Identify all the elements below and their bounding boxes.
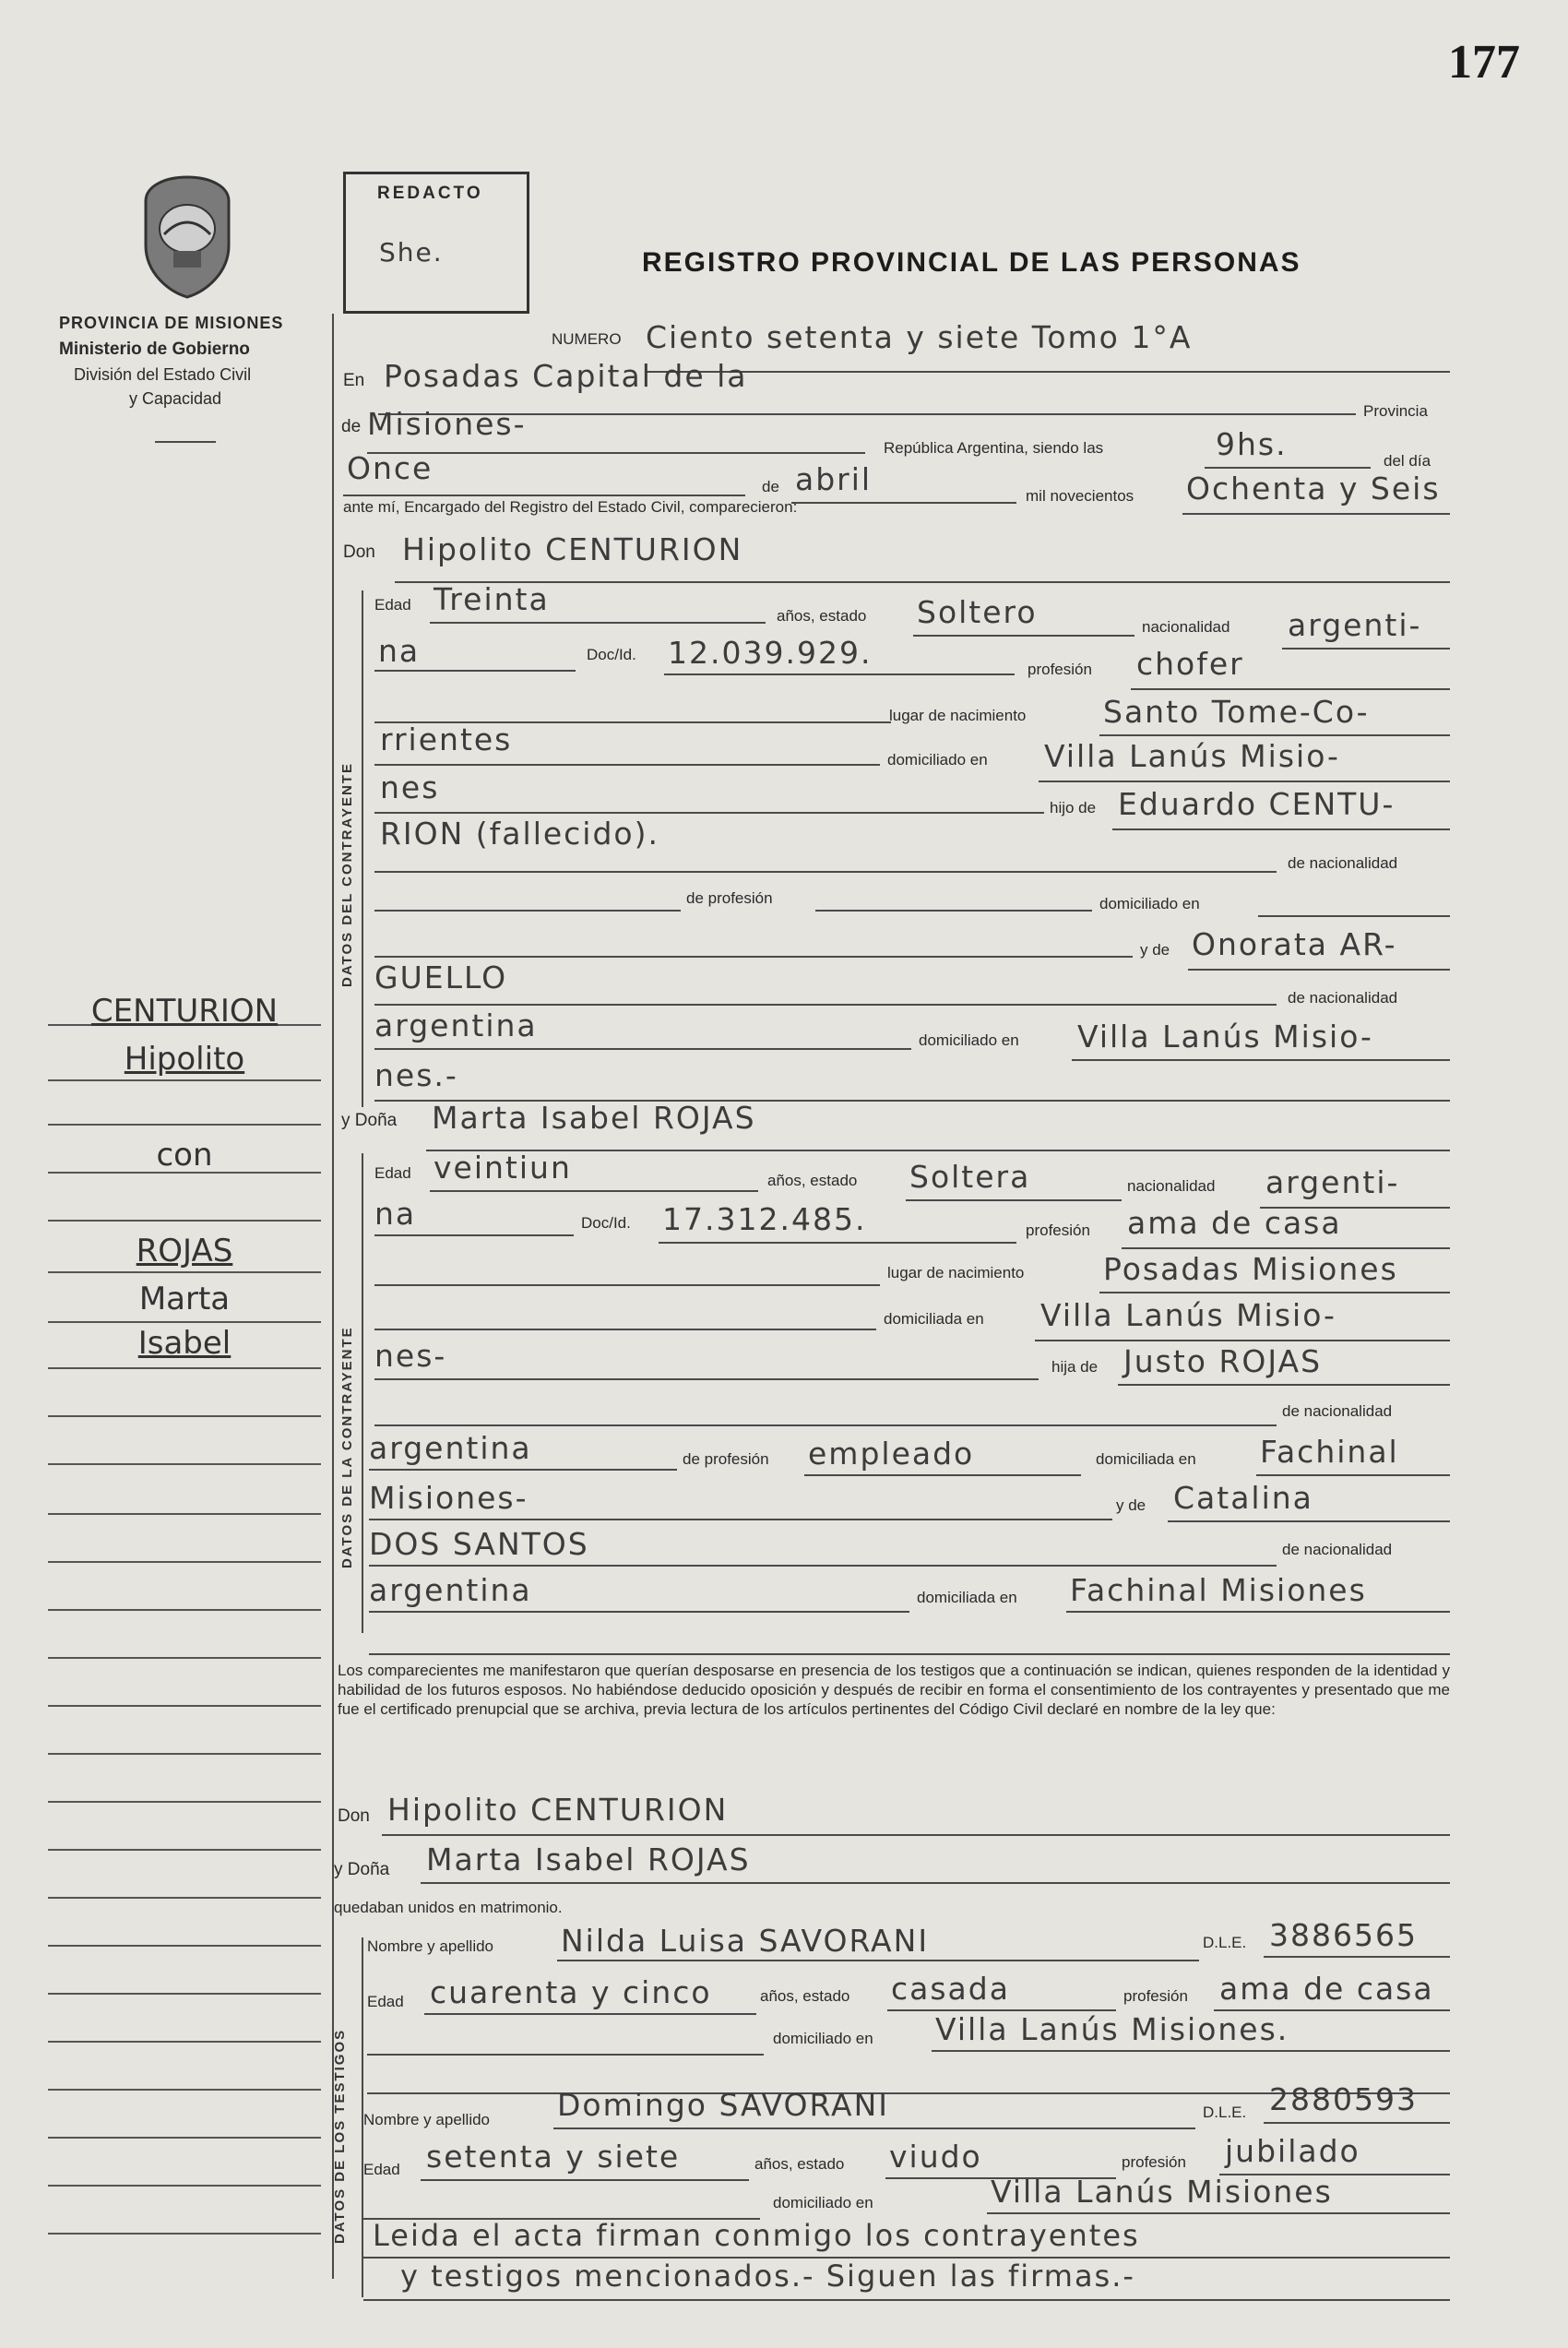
groom-madre-dom: Villa Lanús Misio- — [1077, 1019, 1373, 1055]
field-line — [906, 1199, 1122, 1201]
bride-edad: veintiun — [434, 1150, 572, 1186]
groom-domicilio: Villa Lanús Misio- — [1044, 738, 1340, 774]
bride-nac-a: argenti- — [1265, 1164, 1400, 1200]
bride-domicilio: Villa Lanús Misio- — [1040, 1297, 1336, 1333]
field-line — [374, 764, 880, 766]
witness2-profesion: jubilado — [1225, 2133, 1360, 2169]
field-line — [382, 1834, 1450, 1836]
page-number: 177 — [1448, 36, 1520, 89]
label-nacionalidad-2: nacionalidad — [1127, 1177, 1216, 1195]
label-nacionalidad: nacionalidad — [1142, 618, 1230, 636]
margin-given-1: Hipolito — [124, 1041, 245, 1078]
label-domiciliado-t2: domiciliado en — [773, 2194, 873, 2211]
bride-profesion: ama de casa — [1127, 1205, 1342, 1241]
label-dle: D.L.E. — [1203, 1934, 1247, 1951]
witness1-name: Nilda Luisa SAVORANI — [561, 1923, 930, 1959]
org-ministry: Ministerio de Gobierno — [59, 340, 250, 359]
witness1-edad: cuarenta y cinco — [430, 1974, 712, 2010]
bride-madre: Catalina — [1173, 1480, 1313, 1516]
witness2-name: Domingo SAVORANI — [557, 2087, 890, 2123]
field-line — [395, 581, 1450, 583]
label-profesion-t2: profesión — [1122, 2153, 1186, 2171]
margin-line — [48, 2089, 321, 2091]
field-line — [374, 1004, 1277, 1006]
bride-madre-dom: Fachinal Misiones — [1070, 1572, 1367, 1608]
closing-line-1: Leida el acta firman conmigo los contrayentes — [373, 2218, 1140, 2253]
field-line — [1131, 688, 1450, 690]
field-line — [374, 670, 576, 672]
margin-line — [48, 1849, 321, 1851]
label-de-nacionalidad-4: de nacionalidad — [1282, 1541, 1393, 1558]
field-line — [804, 1474, 1081, 1476]
field-line — [932, 2050, 1450, 2052]
label-doc: Doc/Id. — [587, 646, 636, 663]
label-doc-2: Doc/Id. — [581, 1214, 631, 1232]
field-line — [1188, 969, 1450, 971]
value-en: Posadas Capital de la — [384, 358, 748, 394]
field-line — [1072, 1059, 1450, 1061]
label-de: de — [341, 417, 362, 436]
margin-line — [48, 1415, 321, 1417]
field-line — [1205, 467, 1371, 469]
field-line — [1168, 1520, 1450, 1522]
value-mes: abril — [795, 461, 873, 497]
field-line — [374, 956, 1133, 958]
bride-padre-dom: Fachinal — [1260, 1434, 1399, 1470]
label-de-profesion: de profesión — [686, 889, 773, 907]
field-line — [369, 1469, 677, 1471]
bride-padre-prof: empleado — [808, 1436, 975, 1472]
side-label-witnesses: DATOS DE LOS TESTIGOS — [332, 2028, 348, 2244]
field-line — [1099, 734, 1450, 736]
redacto-box — [343, 172, 529, 314]
side-label-groom: DATOS DEL CONTRAYENTE — [339, 762, 355, 987]
label-don-2: Don — [338, 1806, 370, 1826]
value-don: Hipolito CENTURION — [402, 531, 743, 567]
label-lugar-nacimiento-2: lugar de nacimiento — [887, 1264, 1025, 1281]
label-numero: NUMERO — [552, 330, 622, 348]
margin-surname-1: CENTURION — [90, 993, 279, 1030]
label-domiciliada-en-2: domiciliada en — [1096, 1450, 1196, 1468]
witness2-dle: 2880593 — [1269, 2081, 1418, 2117]
field-line — [1112, 828, 1450, 830]
label-y-dona: y Doña — [341, 1111, 398, 1130]
groom-bracket — [362, 590, 363, 1107]
label-anos-estado-2: años, estado — [767, 1172, 858, 1189]
label-domiciliado-t1: domiciliado en — [773, 2030, 873, 2047]
label-edad-t1: Edad — [367, 1993, 404, 2010]
field-line — [426, 1150, 1450, 1151]
label-edad-2: Edad — [374, 1164, 411, 1182]
field-line — [664, 673, 1015, 675]
label-lugar-nacimiento: lugar de nacimiento — [889, 707, 1027, 724]
groom-doc: 12.039.929. — [668, 635, 873, 671]
field-line — [421, 1882, 1450, 1884]
label-republica: República Argentina, siendo las — [884, 439, 1104, 457]
field-line — [430, 1190, 758, 1192]
groom-madre-b: GUELLO — [374, 959, 508, 995]
value-don-2: Hipolito CENTURION — [387, 1792, 729, 1828]
groom-estado: Soltero — [917, 594, 1038, 630]
margin-line — [48, 1513, 321, 1515]
groom-madre: Onorata AR- — [1192, 926, 1397, 962]
label-y-de-2: y de — [1116, 1496, 1146, 1514]
margin-line — [48, 2041, 321, 2043]
closing-line-2: y testigos mencionados.- Siguen las firmas.- — [400, 2259, 1135, 2294]
groom-padre-b: RION (fallecido). — [380, 816, 659, 852]
margin-line — [48, 1367, 321, 1369]
org-division: División del Estado Civil — [74, 365, 252, 384]
redacto-label: REDACTO — [377, 184, 483, 203]
margin-line — [48, 1945, 321, 1947]
margin-line — [48, 1271, 321, 1273]
margin-line — [48, 1753, 321, 1755]
label-anos-estado: años, estado — [777, 607, 867, 625]
label-profesion-t1: profesión — [1123, 1987, 1188, 2005]
margin-line — [48, 1657, 321, 1659]
label-provincia: Provincia — [1363, 402, 1428, 420]
bride-padre: Justo ROJAS — [1123, 1343, 1323, 1379]
field-line — [374, 1424, 1277, 1426]
redacto-value: She. — [379, 237, 444, 268]
field-line — [367, 2054, 764, 2056]
margin-line — [48, 1801, 321, 1803]
groom-nac-b: na — [378, 633, 421, 669]
field-line — [363, 2299, 1450, 2301]
field-line — [1264, 2122, 1450, 2124]
margin-line — [48, 1609, 321, 1611]
field-line — [1282, 648, 1450, 650]
margin-line — [48, 1705, 321, 1707]
margin-line — [48, 2233, 321, 2235]
groom-madre-dom-b: nes.- — [374, 1057, 458, 1093]
field-line — [369, 1519, 1112, 1520]
groom-madre-nac: argentina — [374, 1007, 538, 1043]
label-dle-2: D.L.E. — [1203, 2104, 1247, 2121]
label-profesion-2: profesión — [1026, 1222, 1090, 1239]
field-line — [374, 1234, 574, 1236]
field-line — [1066, 1611, 1450, 1613]
label-domiciliado-en: domiciliado en — [887, 751, 988, 769]
field-line — [1264, 1956, 1450, 1958]
value-dia: Once — [347, 450, 434, 486]
groom-profesion: chofer — [1136, 646, 1244, 682]
org-capacity: y Capacidad — [129, 389, 222, 408]
provincial-seal-icon — [137, 173, 238, 301]
label-mil-novecientos: mil novecientos — [1026, 487, 1134, 505]
margin-line — [48, 1124, 321, 1126]
field-line — [369, 1611, 909, 1613]
label-hija-de: hija de — [1051, 1358, 1099, 1376]
declaration-paragraph: Los comparecientes me manifestaron que querían desposarse en presencia de los testigos que a continuación se indican, quienes responden de la identidad y habilidad de los futuros esposos. No habiéndose deducido oposición y después de recibir en forma el consentimiento de los contrayentes y presentado que me fue el certificado prenupcial que se archiva, previa lectura de los artículos pertinentes del Código Civil declaré en nombre de la ley que: — [338, 1662, 1450, 1718]
witness1-profesion: ama de casa — [1219, 1971, 1434, 2007]
side-label-bride: DATOS DE LA CONTRAYENTE — [339, 1326, 355, 1568]
label-anos-estado-t1: años, estado — [760, 1987, 850, 2005]
value-dona-2: Marta Isabel ROJAS — [426, 1841, 751, 1877]
margin-given-2b: Isabel — [137, 1325, 232, 1362]
label-en: En — [343, 371, 365, 390]
witness1-domicilio: Villa Lanús Misiones. — [935, 2011, 1289, 2047]
field-line — [1122, 1247, 1450, 1249]
label-domiciliada-en-3: domiciliada en — [917, 1589, 1017, 1606]
field-line — [421, 2179, 749, 2181]
label-del-dia: del día — [1384, 452, 1431, 470]
field-line — [374, 1284, 880, 1286]
bride-madre-b: DOS SANTOS — [369, 1526, 589, 1562]
label-de-profesion-2: de profesión — [683, 1450, 769, 1468]
field-line — [374, 1378, 1039, 1380]
label-domiciliada-en: domiciliada en — [884, 1310, 984, 1328]
field-line — [1039, 781, 1450, 782]
groom-lugar: Santo Tome-Co- — [1103, 694, 1370, 730]
groom-domicilio-b: nes — [380, 769, 440, 805]
value-anio: Ochenta y Seis — [1186, 471, 1441, 507]
field-line — [1118, 1384, 1450, 1386]
field-line — [1099, 1292, 1450, 1293]
field-line — [369, 1565, 1277, 1567]
label-profesion: profesión — [1028, 661, 1092, 678]
field-line — [1258, 915, 1450, 917]
margin-line — [48, 2185, 321, 2187]
label-edad-t2: Edad — [363, 2161, 400, 2178]
bride-doc: 17.312.485. — [662, 1201, 867, 1237]
margin-line — [48, 1321, 321, 1323]
value-dona: Marta Isabel ROJAS — [432, 1100, 756, 1136]
field-line — [659, 1242, 1016, 1244]
margin-line — [48, 1561, 321, 1563]
witness1-estado: casada — [891, 1971, 1010, 2007]
bride-nac-b: na — [374, 1196, 417, 1232]
field-line — [987, 2212, 1450, 2214]
label-y-dona-2: y Doña — [334, 1860, 390, 1879]
bride-domicilio-b: nes- — [374, 1338, 447, 1374]
bride-lugar: Posadas Misiones — [1103, 1251, 1398, 1287]
field-line — [374, 812, 1044, 814]
field-line — [913, 635, 1134, 637]
groom-lugar-b: rrientes — [380, 721, 513, 757]
witness2-estado: viudo — [889, 2139, 982, 2175]
value-de: Misiones- — [367, 406, 527, 442]
field-line — [430, 622, 766, 624]
label-de-nacionalidad-3: de nacionalidad — [1282, 1402, 1393, 1420]
label-anos-estado-t2: años, estado — [754, 2155, 845, 2173]
field-line — [374, 871, 1277, 873]
sidebar-border — [332, 314, 334, 2279]
witness1-dle: 3886565 — [1269, 1917, 1418, 1953]
label-de-nacionalidad: de nacionalidad — [1288, 854, 1398, 872]
field-line — [374, 1048, 911, 1050]
field-line — [374, 910, 681, 912]
label-nombre-apellido: Nombre y apellido — [367, 1937, 494, 1955]
bride-bracket — [362, 1153, 363, 1633]
org-divider — [155, 441, 216, 443]
field-line — [646, 371, 1450, 373]
field-line — [1182, 513, 1450, 515]
margin-line — [48, 1079, 321, 1081]
label-edad: Edad — [374, 596, 411, 614]
witness2-domicilio: Villa Lanús Misiones — [991, 2174, 1333, 2210]
field-line — [343, 495, 745, 496]
label-de-mes: de — [762, 478, 779, 495]
field-line — [815, 910, 1092, 912]
field-line — [1256, 1474, 1450, 1476]
groom-padre: Eduardo CENTU- — [1118, 786, 1396, 822]
label-hijo-de: hijo de — [1050, 799, 1097, 816]
margin-line — [48, 1463, 321, 1465]
bride-estado: Soltera — [909, 1159, 1031, 1195]
value-numero: Ciento setenta y siete Tomo 1°A — [646, 319, 1193, 355]
field-line — [367, 452, 865, 454]
bride-padre-nac: argentina — [369, 1430, 532, 1466]
label-nombre-apellido-2: Nombre y apellido — [363, 2111, 491, 2128]
field-line — [374, 1329, 876, 1330]
field-line — [557, 1960, 1199, 1961]
label-ante-mi: ante mí, Encargado del Registro del Estado Civil, comparecieron: — [343, 498, 798, 516]
label-y-de: y de — [1140, 941, 1170, 959]
margin-surname-2: ROJAS — [136, 1233, 233, 1269]
field-line — [791, 502, 1016, 504]
groom-edad: Treinta — [434, 581, 550, 617]
margin-line — [48, 1897, 321, 1899]
field-line — [424, 2013, 756, 2015]
margin-connector: con — [156, 1137, 213, 1174]
label-domiciliado-en-3: domiciliado en — [919, 1031, 1019, 1049]
label-quedaban: quedaban unidos en matrimonio. — [334, 1899, 563, 1916]
groom-nac-a: argenti- — [1288, 607, 1422, 643]
margin-line — [48, 1220, 321, 1222]
field-line — [553, 2128, 1195, 2129]
margin-given-2a: Marta — [138, 1281, 231, 1317]
org-province: PROVINCIA DE MISIONES — [59, 314, 284, 332]
value-hora: 9hs. — [1216, 426, 1288, 462]
label-de-nacionalidad-2: de nacionalidad — [1288, 989, 1398, 1007]
bride-padre-dom-b: Misiones- — [369, 1480, 529, 1516]
label-don: Don — [343, 542, 375, 562]
margin-line — [48, 2137, 321, 2139]
bride-madre-nac: argentina — [369, 1572, 532, 1608]
field-line — [1035, 1340, 1450, 1341]
field-line — [369, 1653, 1450, 1655]
label-domiciliado-en-2: domiciliado en — [1099, 895, 1200, 912]
witness2-edad: setenta y siete — [426, 2139, 681, 2175]
document-title: REGISTRO PROVINCIAL DE LAS PERSONAS — [642, 247, 1301, 278]
margin-line — [48, 1993, 321, 1995]
